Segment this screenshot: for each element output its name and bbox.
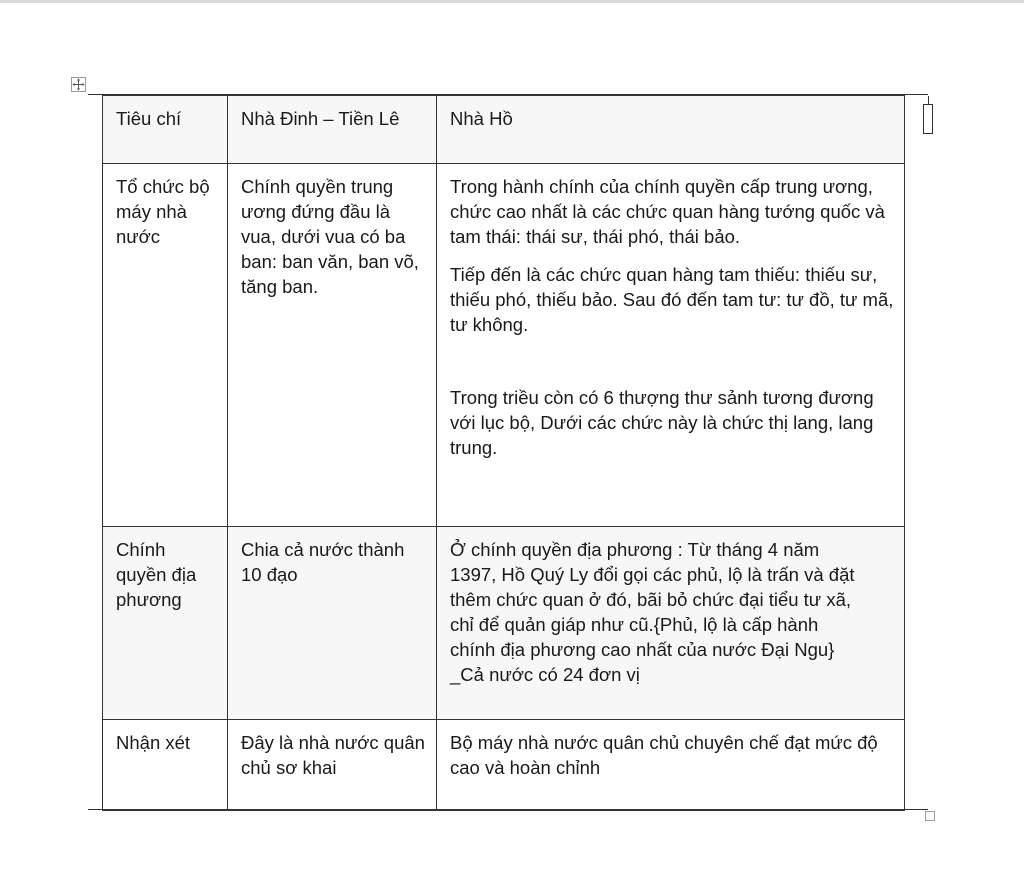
window-top-edge [0, 0, 1024, 3]
nha-ho-line: chỉ để quản giáp như cũ.{Phủ, lộ là cấp hành [450, 614, 819, 635]
table-cell[interactable] [103, 164, 228, 527]
header-cell[interactable] [228, 96, 437, 164]
table-row [103, 164, 905, 527]
nha-ho-line: _Cả nước có 24 đơn vị [450, 664, 640, 685]
nha-ho-line: Ở chính quyền địa phương : Từ tháng 4 năm [450, 539, 820, 560]
table-row [103, 720, 905, 811]
table-cell[interactable] [228, 527, 437, 720]
header-dinh-tien-le: Nhà Đinh – Tiền Lê [241, 108, 400, 129]
dinh-tien-le-text: Chính quyền trung ương đứng đầu là vua, dưới vua có ba ban: ban văn, ban võ, tăng ban. [241, 176, 419, 297]
dinh-tien-le-text: Đây là nhà nước quân chủ sơ khai [241, 732, 425, 778]
nha-ho-text: Bộ máy nhà nước quân chủ chuyên chế đạt mức độ cao và hoàn chỉnh [450, 732, 878, 778]
table-cell[interactable] [437, 164, 905, 527]
comparison-table [102, 95, 905, 811]
table-cell[interactable] [228, 164, 437, 527]
table-bottom-border-extension [88, 809, 928, 810]
table-cell[interactable] [103, 720, 228, 811]
table-resize-icon[interactable] [925, 811, 935, 821]
nha-ho-line: thêm chức quan ở đó, bãi bỏ chức đại tiểu tư xã, [450, 589, 852, 610]
header-nha-ho: Nhà Hồ [450, 108, 513, 129]
table-cell[interactable] [437, 720, 905, 811]
nha-ho-line: 1397, Hồ Quý Ly đổi gọi các phủ, lộ là trấn và đặt [450, 564, 855, 585]
criterion-text: Nhận xét [116, 732, 191, 753]
table-cell[interactable] [437, 527, 905, 720]
criterion-text: Tổ chức bộ máy nhà nước [116, 176, 210, 247]
dinh-tien-le-text: Chia cả nước thành 10 đạo [241, 539, 405, 585]
table-header-row [103, 96, 905, 164]
column-boundary-marker-icon[interactable] [923, 104, 933, 134]
header-criterion: Tiêu chí [116, 108, 182, 129]
header-cell[interactable] [103, 96, 228, 164]
criterion-text: Chính quyền địa phương [116, 539, 197, 610]
nha-ho-line: chính địa phương cao nhất của nước Đại Ngu} [450, 639, 835, 660]
table-cell[interactable] [103, 527, 228, 720]
nha-ho-paragraph: Trong hành chính của chính quyền cấp trung ương, chức cao nhất là các chức quan hàng tướng quốc và tam thái: thái sư, thái phó, thái bảo. [450, 176, 885, 247]
nha-ho-paragraph: Tiếp đến là các chức quan hàng tam thiếu: thiếu sư, thiếu phó, thiếu bảo. Sau đó đến tam tư: tư đồ, tư mã, tư không. [450, 264, 894, 335]
nha-ho-paragraph: Trong triều còn có 6 thượng thư sảnh tương đương với lục bộ, Dưới các chức này là chức thị lang, lang trung. [450, 387, 874, 458]
column-marker-stem [928, 96, 929, 104]
header-cell[interactable] [437, 96, 905, 164]
table-move-icon[interactable] [71, 77, 86, 92]
table-cell[interactable] [228, 720, 437, 811]
table-row [103, 527, 905, 720]
